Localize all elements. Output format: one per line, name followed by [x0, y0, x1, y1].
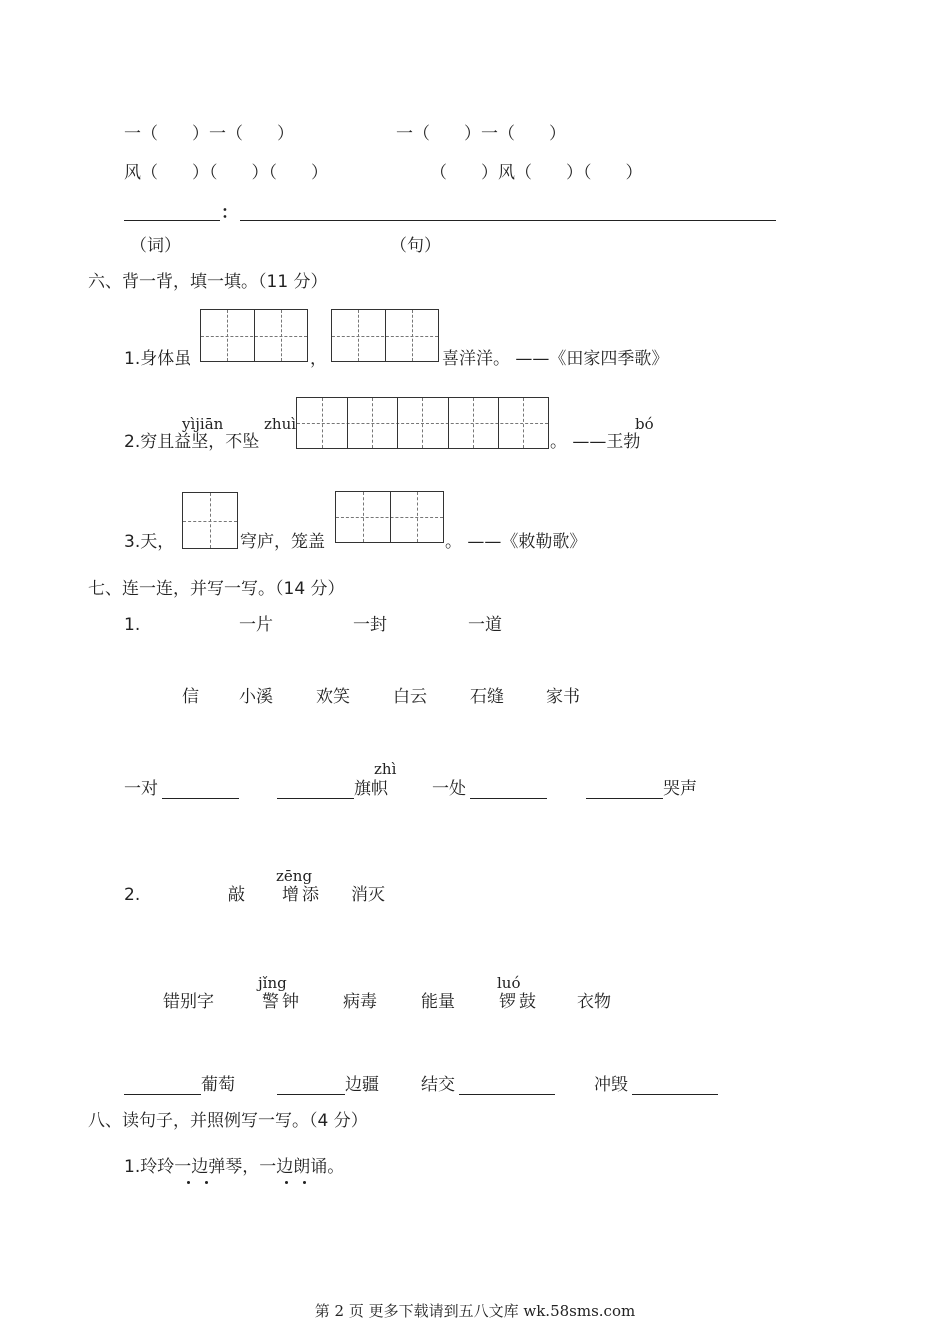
emphasis-dot: [187, 1181, 190, 1184]
noun-word[interactable]: 信: [182, 687, 199, 707]
q2-suffix: 。 ——王勃: [550, 432, 641, 452]
wind-pattern-row2-right: （ ）风（ ）（ ）: [430, 163, 643, 183]
emphasis-dot: [285, 1181, 288, 1184]
p7-q2-number: 2.: [124, 885, 141, 905]
fill-border-blank[interactable]: [277, 1094, 345, 1095]
q1-comma: ，: [310, 349, 327, 369]
q3-prefix: 3.天，: [124, 532, 175, 552]
pinyin-luo: luó: [497, 974, 521, 992]
emphasis-dot: [303, 1181, 306, 1184]
q3-grid-1[interactable]: [182, 492, 238, 549]
fill-destroy-label: 冲毁: [594, 1075, 628, 1095]
object-word[interactable]: 能量: [421, 992, 455, 1012]
pinyin-jing: jǐng: [258, 974, 287, 992]
q3-suffix: 。 ——《敕勒歌》: [445, 532, 587, 552]
object-word[interactable]: 病毒: [343, 992, 377, 1012]
object-word[interactable]: 锣鼓: [499, 992, 539, 1012]
word-blank[interactable]: [124, 220, 220, 221]
colon: ：: [221, 203, 238, 223]
fill-befriend-label: 结交: [421, 1075, 455, 1095]
q2-pinyin-yijian: yìjiān: [182, 415, 224, 433]
measure-word[interactable]: 一道: [468, 615, 502, 635]
verb-word[interactable]: 敲: [228, 885, 245, 905]
fill-b-label: 旗帜: [354, 779, 388, 799]
sentence-blank[interactable]: [240, 220, 776, 221]
verb-word[interactable]: 增添: [282, 885, 322, 905]
wind-pattern-row2-left: 风（ ）（ ）（ ）: [124, 163, 328, 183]
q2-grid[interactable]: [296, 397, 549, 449]
measure-word[interactable]: 一封: [353, 615, 387, 635]
object-word[interactable]: 错别字: [163, 992, 214, 1012]
noun-word[interactable]: 白云: [393, 687, 427, 707]
fill-d-label: 哭声: [663, 779, 697, 799]
measure-word[interactable]: 一片: [239, 615, 273, 635]
q1-grid-1[interactable]: [200, 309, 308, 362]
q3-middle: 穹庐，笼盖: [240, 532, 325, 552]
fill-b-blank[interactable]: [277, 798, 354, 799]
section-seven-heading: 七、连一连，并写一写。（14 分）: [88, 579, 345, 599]
emphasis-dot: [205, 1181, 208, 1184]
noun-word[interactable]: 小溪: [239, 687, 273, 707]
q1-prefix: 1.身体虽: [124, 349, 192, 369]
fill-a-label: 一对: [124, 779, 158, 799]
fill-befriend-blank[interactable]: [459, 1094, 555, 1095]
noun-word[interactable]: 家书: [546, 687, 580, 707]
q2-prefix: 2.穷且益坚，不坠: [124, 432, 260, 452]
p7-q1-number: 1.: [124, 615, 141, 635]
page-footer: 第 2 页 更多下载请到五八文库 wk.58sms.com: [314, 1302, 636, 1320]
fill-grape-blank[interactable]: [124, 1094, 201, 1095]
section-six-heading: 六、背一背，填一填。（11 分）: [88, 272, 328, 292]
fill-c-blank[interactable]: [470, 798, 547, 799]
verb-word[interactable]: 消灭: [351, 885, 385, 905]
object-word[interactable]: 衣物: [577, 992, 611, 1012]
q2-pinyin-zhui: zhuì: [264, 415, 297, 433]
fill-d-blank[interactable]: [586, 798, 663, 799]
object-word[interactable]: 警钟: [262, 992, 302, 1012]
q3-grid-2[interactable]: [335, 491, 444, 543]
q1-suffix: 喜洋洋。 ——《田家四季歌》: [442, 349, 669, 369]
section-eight-heading: 八、读句子，并照例写一写。（4 分）: [88, 1111, 368, 1131]
fill-destroy-blank[interactable]: [632, 1094, 718, 1095]
example-sentence: 1.玲玲一边弹琴，一边朗诵。: [124, 1157, 345, 1177]
antonym-pattern-row1-left: 一（ ）一（ ）: [124, 124, 294, 144]
noun-word[interactable]: 石缝: [470, 687, 504, 707]
antonym-pattern-row1-right: 一（ ）一（ ）: [396, 124, 566, 144]
sentence-label: （句）: [390, 236, 441, 256]
pinyin-zhi: zhì: [374, 760, 397, 778]
word-label: （词）: [130, 236, 181, 256]
fill-grape-label: 葡萄: [201, 1075, 235, 1095]
fill-border-label: 边疆: [345, 1075, 379, 1095]
q2-pinyin-bo: bó: [635, 415, 654, 433]
fill-a-blank[interactable]: [162, 798, 239, 799]
pinyin-zeng: zēng: [276, 867, 313, 885]
fill-c-label: 一处: [432, 779, 466, 799]
q1-grid-2[interactable]: [331, 309, 439, 362]
noun-word[interactable]: 欢笑: [316, 687, 350, 707]
